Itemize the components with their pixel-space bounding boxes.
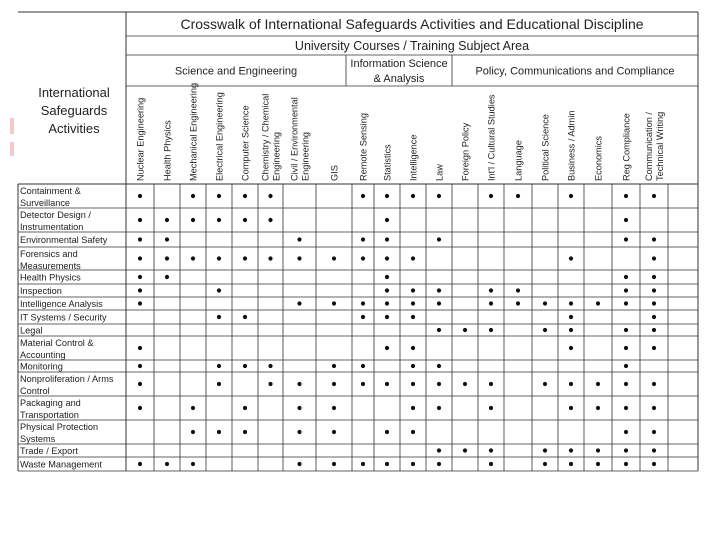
mark-dot [624, 448, 628, 452]
row-label: Transportation [20, 410, 79, 420]
mark-dot [191, 462, 195, 466]
mark-dot [489, 328, 493, 332]
mark-dot [297, 256, 301, 260]
mark-dot [411, 406, 415, 410]
mark-dot [652, 448, 656, 452]
mark-dot [138, 237, 142, 241]
mark-dot [138, 194, 142, 198]
mark-dot [652, 194, 656, 198]
mark-dot [138, 364, 142, 368]
mark-dot [138, 346, 142, 350]
row-label: Accounting [20, 350, 66, 360]
column-header: Economics [593, 136, 604, 181]
mark-dot [332, 406, 336, 410]
row-label: Detector Design / [20, 210, 91, 220]
mark-dot [596, 406, 600, 410]
mark-dot [489, 288, 493, 292]
mark-dot [569, 462, 573, 466]
mark-dot [243, 364, 247, 368]
mark-dot [624, 382, 628, 386]
row-label: Surveillance [20, 198, 71, 208]
mark-dot [652, 382, 656, 386]
row-label: Systems [20, 434, 56, 444]
mark-dot [652, 406, 656, 410]
row-label: Instrumentation [20, 222, 84, 232]
column-header: Int'l / Cultural Studies [486, 94, 497, 181]
mark-dot [297, 301, 301, 305]
mark-dot [191, 406, 195, 410]
mark-dot [361, 462, 365, 466]
mark-dot [243, 218, 247, 222]
mark-dot [569, 328, 573, 332]
mark-dot [217, 194, 221, 198]
mark-dot [385, 382, 389, 386]
mark-dot [652, 256, 656, 260]
mark-dot [437, 462, 441, 466]
mark-dot [138, 301, 142, 305]
mark-dot [217, 364, 221, 368]
mark-dot [138, 382, 142, 386]
mark-dot [385, 275, 389, 279]
mark-dot [165, 256, 169, 260]
mark-dot [411, 301, 415, 305]
mark-dot [385, 462, 389, 466]
mark-dot [243, 194, 247, 198]
mark-dot [191, 256, 195, 260]
mark-dot [138, 462, 142, 466]
row-label: Inspection [20, 286, 62, 296]
row-label: Environmental Safety [20, 235, 108, 245]
mark-dot [217, 256, 221, 260]
column-header: Civil / Environmental [289, 97, 300, 181]
row-label: Trade / Export [20, 446, 78, 456]
mark-dot [332, 256, 336, 260]
mark-dot [437, 301, 441, 305]
mark-dot [385, 194, 389, 198]
row-label: Nonproliferation / Arms [20, 374, 114, 384]
mark-dot [138, 406, 142, 410]
mark-dot [217, 288, 221, 292]
column-header: Statistics [382, 144, 393, 181]
mark-dot [624, 194, 628, 198]
mark-dot [385, 218, 389, 222]
mark-dot [411, 382, 415, 386]
mark-dot [297, 237, 301, 241]
mark-dot [411, 288, 415, 292]
mark-dot [411, 194, 415, 198]
mark-dot [596, 462, 600, 466]
column-header: Communication / [644, 112, 654, 181]
mark-dot [624, 328, 628, 332]
mark-dot [165, 462, 169, 466]
row-label: Waste Management [20, 459, 102, 470]
mark-dot [437, 448, 441, 452]
mark-dot [463, 328, 467, 332]
column-header: Remote Sensing [358, 113, 369, 181]
row-label: Packaging and [20, 398, 81, 408]
mark-dot [385, 315, 389, 319]
mark-dot [569, 448, 573, 452]
mark-dot [361, 301, 365, 305]
mark-dot [437, 364, 441, 368]
mark-dot [652, 301, 656, 305]
mark-dot [268, 218, 272, 222]
mark-dot [332, 462, 336, 466]
mark-dot [411, 462, 415, 466]
mark-dot [191, 218, 195, 222]
mark-dot [268, 256, 272, 260]
column-header: Technical Writing [655, 111, 665, 181]
side-label-line: International [38, 85, 110, 100]
row-label: IT Systems / Security [20, 312, 107, 323]
column-header: Language [513, 140, 524, 181]
mark-dot [191, 194, 195, 198]
subject-area-header: University Courses / Training Subject Area [294, 39, 530, 53]
column-header: GIS [329, 165, 340, 181]
mark-dot [243, 315, 247, 319]
mark-dot [463, 382, 467, 386]
mark-dot [489, 382, 493, 386]
mark-dot [569, 382, 573, 386]
mark-dot [411, 346, 415, 350]
mark-dot [543, 448, 547, 452]
row-label: Containment & [20, 186, 81, 196]
mark-dot [596, 382, 600, 386]
mark-dot [652, 237, 656, 241]
mark-dot [652, 462, 656, 466]
row-label: Measurements [20, 261, 81, 271]
mark-dot [217, 382, 221, 386]
mark-dot [652, 315, 656, 319]
mark-dot [437, 237, 441, 241]
mark-dot [652, 430, 656, 434]
mark-dot [268, 364, 272, 368]
mark-dot [411, 256, 415, 260]
row-label: Material Control & [20, 338, 94, 348]
mark-dot [543, 301, 547, 305]
column-header: Chemistry / Chemical [260, 93, 271, 181]
column-header: Business / Admin [566, 110, 577, 181]
mark-dot [624, 301, 628, 305]
row-label: Intelligence Analysis [20, 299, 103, 309]
mark-dot [332, 301, 336, 305]
mark-dot [624, 364, 628, 368]
row-label: Forensics and [20, 249, 78, 259]
mark-dot [268, 194, 272, 198]
mark-dot [411, 315, 415, 319]
mark-dot [332, 430, 336, 434]
mark-dot [385, 288, 389, 292]
column-header: Reg Compliance [621, 113, 632, 181]
row-label: Legal [20, 325, 43, 336]
row-label: Monitoring [20, 361, 63, 372]
column-header: Political Science [540, 114, 551, 181]
column-header: Intelligence [408, 134, 419, 181]
mark-dot [437, 382, 441, 386]
side-label-line: Safeguards [40, 103, 108, 118]
mark-dot [165, 275, 169, 279]
mark-dot [543, 328, 547, 332]
mark-dot [624, 288, 628, 292]
mark-dot [297, 430, 301, 434]
column-header: Computer Science [240, 105, 251, 181]
mark-dot [489, 448, 493, 452]
mark-dot [332, 364, 336, 368]
column-header: Nuclear Engineering [135, 97, 146, 181]
mark-dot [624, 237, 628, 241]
mark-dot [569, 256, 573, 260]
row-label: Physical Protection [20, 422, 99, 432]
mark-dot [385, 430, 389, 434]
column-header: Law [434, 164, 445, 181]
mark-dot [437, 288, 441, 292]
group-label: Policy, Communications and Compliance [475, 65, 675, 78]
mark-dot [652, 346, 656, 350]
mark-dot [569, 301, 573, 305]
mark-dot [543, 462, 547, 466]
mark-dot [624, 275, 628, 279]
mark-dot [361, 256, 365, 260]
column-header: Foreign Policy [460, 122, 471, 181]
group-label: Science and Engineering [174, 65, 298, 78]
mark-dot [652, 328, 656, 332]
mark-dot [411, 430, 415, 434]
row-label: Health Physics [20, 272, 81, 283]
mark-dot [361, 382, 365, 386]
mark-dot [217, 430, 221, 434]
group-label: & Analysis [373, 73, 425, 85]
mark-dot [361, 315, 365, 319]
mark-dot [217, 218, 221, 222]
column-header: Engineering [300, 131, 311, 181]
mark-dot [489, 301, 493, 305]
mark-dot [437, 328, 441, 332]
mark-dot [332, 382, 336, 386]
mark-dot [437, 406, 441, 410]
mark-dot [361, 237, 365, 241]
mark-dot [652, 275, 656, 279]
mark-dot [652, 288, 656, 292]
mark-dot [624, 430, 628, 434]
mark-dot [217, 315, 221, 319]
mark-dot [385, 301, 389, 305]
mark-dot [385, 346, 389, 350]
mark-dot [489, 194, 493, 198]
group-label: Information Science [350, 58, 448, 70]
mark-dot [385, 237, 389, 241]
mark-dot [624, 218, 628, 222]
mark-dot [516, 194, 520, 198]
title: Crosswalk of International Safeguards Activities and Educational Discipline [180, 16, 644, 32]
mark-dot [516, 301, 520, 305]
mark-dot [624, 462, 628, 466]
column-header: Health Physics [162, 120, 173, 181]
mark-dot [361, 364, 365, 368]
mark-dot [624, 346, 628, 350]
mark-dot [165, 237, 169, 241]
mark-dot [297, 382, 301, 386]
mark-dot [516, 288, 520, 292]
column-header: Mechanical Engineering [188, 82, 199, 181]
column-header: Electrical Engineering [214, 92, 225, 181]
column-header: Engineering [271, 131, 282, 181]
mark-dot [243, 430, 247, 434]
mark-dot [138, 256, 142, 260]
mark-dot [463, 448, 467, 452]
mark-dot [569, 194, 573, 198]
row-label: Control [20, 386, 50, 396]
mark-dot [569, 315, 573, 319]
mark-dot [596, 448, 600, 452]
mark-dot [191, 430, 195, 434]
mark-dot [243, 406, 247, 410]
mark-dot [297, 462, 301, 466]
mark-dot [165, 218, 169, 222]
mark-dot [624, 406, 628, 410]
mark-dot [138, 275, 142, 279]
mark-dot [385, 256, 389, 260]
mark-dot [569, 346, 573, 350]
side-label-line: Activities [48, 121, 100, 136]
mark-dot [138, 218, 142, 222]
mark-dot [543, 382, 547, 386]
mark-dot [489, 406, 493, 410]
mark-dot [596, 301, 600, 305]
mark-dot [268, 382, 272, 386]
mark-dot [361, 194, 365, 198]
mark-dot [489, 462, 493, 466]
mark-dot [243, 256, 247, 260]
mark-dot [411, 364, 415, 368]
mark-dot [297, 406, 301, 410]
mark-dot [437, 194, 441, 198]
mark-dot [569, 406, 573, 410]
mark-dot [138, 288, 142, 292]
